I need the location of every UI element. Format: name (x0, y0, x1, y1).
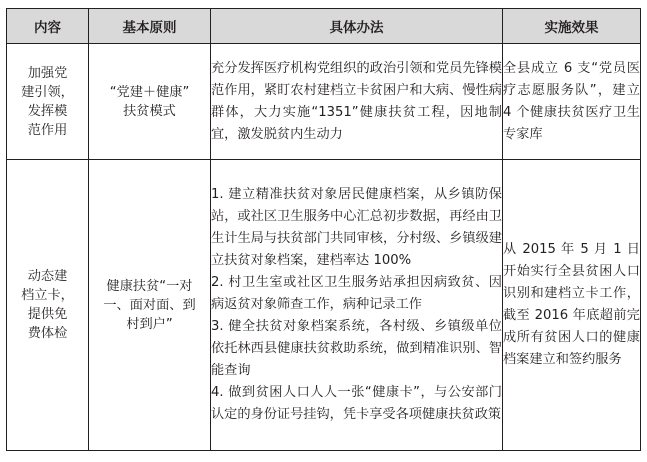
row1-content-cell (7, 44, 89, 160)
row1-content-line: 发挥模 (27, 103, 68, 119)
header-principle: 基本原则 (89, 9, 211, 44)
row2-principle-line: 村到户” (126, 316, 173, 332)
row1-effect-cell (503, 44, 641, 160)
row2-content-line: 档立卡， (21, 288, 74, 303)
row2-principle-line: 健康扶贫“一对 (106, 278, 193, 294)
row2-content-line: 费体检 (27, 326, 68, 341)
row2-content-line: 提供免 (27, 307, 68, 322)
row1-principle-line: 扶贫模式 (123, 103, 176, 119)
row1-content-line: 建引领， (21, 84, 74, 100)
row1-content-line: 加强党 (27, 65, 68, 81)
row1-method-cell (211, 44, 503, 160)
row2-effect-text: 从 2015 年 5 月 1 日开始实行全县贫困人口识别和建档立卡工作，截至 2016 年底超前完成所有贫困人口的健康档案建立和签约服务 (503, 242, 640, 367)
header-method: 具体办法 (211, 9, 503, 44)
header-row (7, 9, 641, 44)
row2-principle-cell (89, 160, 211, 451)
row1-effect-text: 全县成立 6 支“党员医疗志愿服务队”，建立 4 个健康扶贫医疗卫生专家库 (503, 60, 640, 142)
row1-method-text: 充分发挥医疗机构党组织的政治引领和党员先锋模范作用，紧盯农村建档立卡贫困户和大病、慢性病群体，大力实施“1351”健康扶贫工程，因地制宜，激发脱贫内生动力 (211, 60, 502, 142)
row2-method-item: 2. 村卫生室或社区卫生服务站承担因病致贫、因病返贫对象筛查工作，病种记录工作 (211, 275, 502, 312)
row2-principle-line: 一、面对面、到 (103, 297, 196, 313)
row2-content-line: 动态建 (27, 269, 68, 284)
row2-method-item: 4. 做到贫困人口人人一张“健康卡”，与公安部门认定的身份证号挂钩，凭卡享受各项健康扶贫政策 (211, 385, 502, 422)
header-effect: 实施效果 (503, 9, 641, 44)
table-row (7, 160, 641, 451)
row2-content-cell (7, 160, 89, 451)
row1-principle-line: “党建＋健康” (109, 84, 190, 100)
row1-principle-cell (89, 44, 211, 160)
row1-content-line: 范作用 (27, 122, 68, 138)
health-poverty-table (6, 8, 641, 451)
row2-effect-cell (503, 160, 641, 451)
row2-method-cell (211, 160, 503, 451)
table-row (7, 44, 641, 160)
header-content: 内容 (7, 9, 89, 44)
row2-method-item: 3. 健全扶贫对象档案系统，各村级、乡镇级单位依托林西县健康扶贫救助系统，做到精准识别、智能查询 (211, 319, 502, 378)
row2-method-item: 1. 建立精准扶贫对象居民健康档案，从乡镇防保站，或社区卫生服务中心汇总初步数据，再经由卫生计生局与扶贫部门共同审核，分村级、乡镇级建立扶贫对象档案，建档率达 100% (211, 187, 502, 268)
